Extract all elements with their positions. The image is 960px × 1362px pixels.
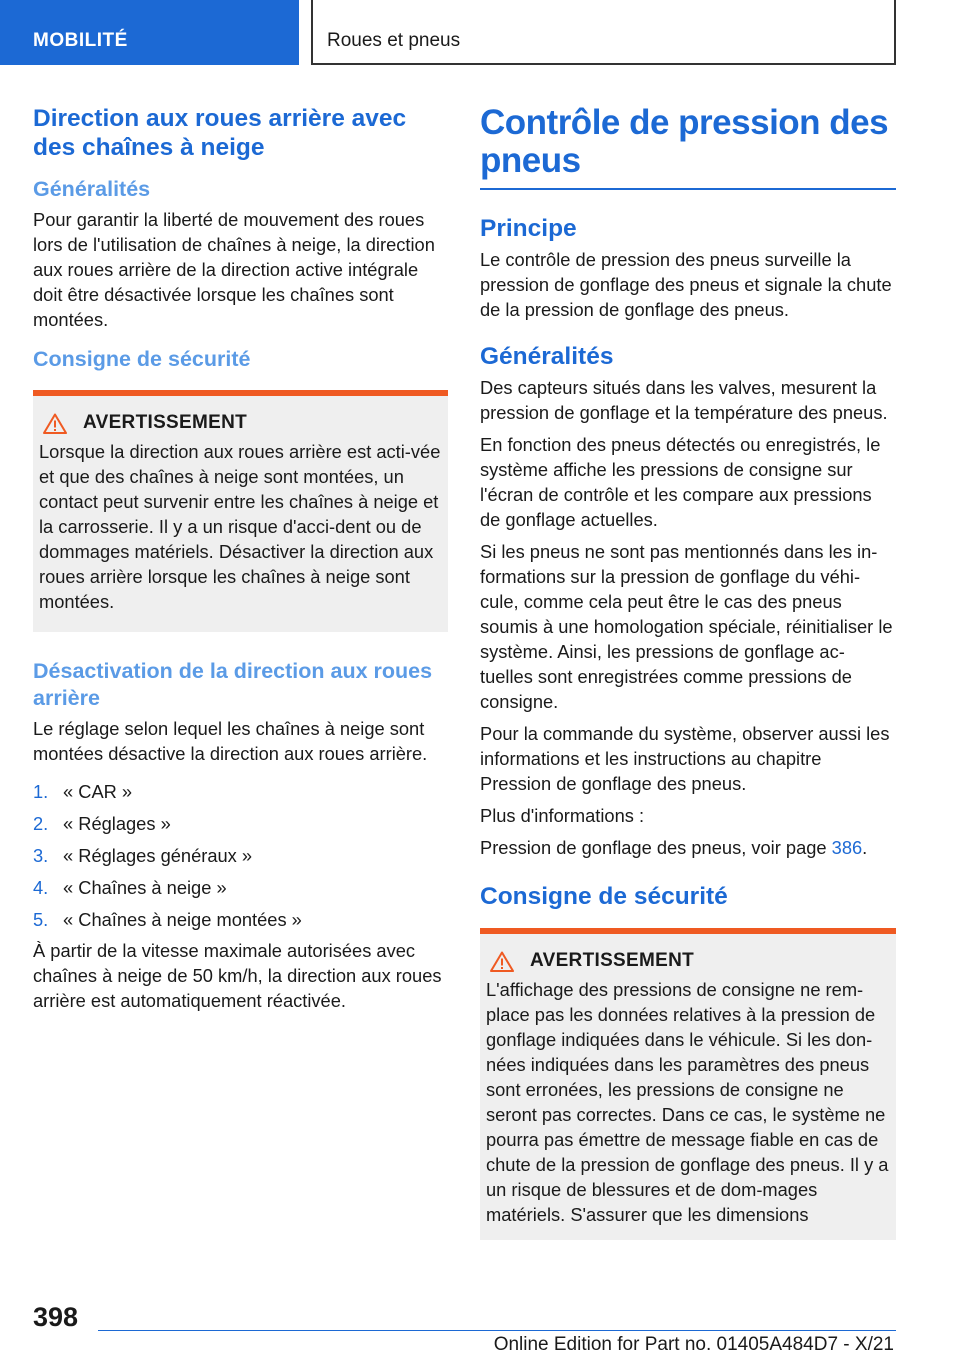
general-heading: Généralités xyxy=(480,343,614,370)
header-section-tab xyxy=(0,0,299,65)
list-item xyxy=(33,776,448,808)
list-item xyxy=(33,872,448,904)
warning-box xyxy=(480,928,896,1240)
step-number: 4. xyxy=(33,877,49,898)
tpms-title: Contrôle de pression des pneus xyxy=(480,103,889,180)
warning-triangle-icon xyxy=(43,413,67,434)
step-number: 1. xyxy=(33,781,49,802)
warning-triangle-icon xyxy=(490,951,514,972)
step-label: « Chaînes à neige » xyxy=(63,877,227,898)
step-label: « CAR » xyxy=(63,781,133,802)
reference-text: Pression de gonflage des pneus, voir page xyxy=(480,837,832,858)
step-number: 3. xyxy=(33,845,49,866)
page-link[interactable]: 386 xyxy=(831,837,863,858)
general-paragraph-4: Pour la commande du système, observer aussi les informations et les instructions au chapitre Pression de gonflage des pneus. xyxy=(480,723,890,794)
edition-note: Online Edition for Part no. 01405A484D7 - X/21 xyxy=(493,1334,894,1355)
safety-heading: Consigne de sécurité xyxy=(480,883,728,910)
warning-header xyxy=(486,950,890,972)
general-heading: Généralités xyxy=(33,177,151,201)
step-label: « Réglages » xyxy=(63,813,171,834)
warning-text: L'affichage des pressions de consigne ne rem-place pas les données relatives à la pression de gonflage indiquées dans le véhicule. Si les don-nées indiquées dans les paramètres des pneus sont erronées, les pressions de consigne ne seront pas correctes. Dans ce cas, le système ne pourra pas émettre de message fiable en cas de chute de la pression de gonflage des pneus. Il y a un risque de blessures et de dom-mages matériels. S'assurer que les dimensions xyxy=(486,979,889,1225)
reference-end: . xyxy=(862,837,868,858)
step-number: 2. xyxy=(33,813,49,834)
header-chapter-box xyxy=(311,0,896,65)
warning-label: AVERTISSEMENT xyxy=(530,950,695,971)
warning-header xyxy=(39,412,442,434)
left-column xyxy=(33,100,448,1013)
general-paragraph-1: Des capteurs situés dans les valves, mesurent la pression de gonflage et la température des pneus. xyxy=(480,377,888,423)
warning-text: Lorsque la direction aux roues arrière est acti-vée et que des chaînes à neige sont montées, un contact peut survenir entre les chaînes à neige et la carrosserie. Il y a un risque d'acci-dent ou de dommages matériels. Désactiver la direction aux roues arrière lorsque les chaînes à neige sont montées. xyxy=(39,441,441,612)
steps-list xyxy=(33,776,448,936)
more-info-label: Plus d'informations : xyxy=(480,805,645,826)
deactivation-heading: Désactivation de la direction aux roues arrière xyxy=(33,659,433,710)
warning-label: AVERTISSEMENT xyxy=(83,412,248,433)
footer-divider xyxy=(98,1330,896,1331)
header-chapter-label: Roues et pneus xyxy=(327,30,461,51)
title-divider xyxy=(480,188,896,190)
list-item xyxy=(33,840,448,872)
header-section-label: MOBILITÉ xyxy=(33,30,128,51)
list-item xyxy=(33,808,448,840)
step-number: 5. xyxy=(33,909,49,930)
principle-heading: Principe xyxy=(480,215,577,242)
step-label: « Réglages généraux » xyxy=(63,845,253,866)
list-item xyxy=(33,904,448,936)
general-text: Pour garantir la liberté de mouvement des roues lors de l'utilisation de chaînes à neige, la direction aux roues arrière de la direction active intégrale doit être désactivée lorsque les chaînes sont montées. xyxy=(33,209,435,330)
general-paragraph-2: En fonction des pneus détectés ou enregistrés, le système affiche les pressions de consigne sur l'écran de contrôle et les compare aux pressions de gonflage actuelles. xyxy=(480,434,881,530)
right-column xyxy=(480,100,896,1240)
reactivation-text: À partir de la vitesse maximale autorisées avec chaînes à neige de 50 km/h, la direction aux roues arrière est automatiquement réactivée. xyxy=(33,940,442,1011)
principle-text: Le contrôle de pression des pneus surveille la pression de gonflage des pneus et signale la chute de la pression de gonflage des pneus. xyxy=(480,249,892,320)
rear-steering-title: Direction aux roues arrière avec des chaînes à neige xyxy=(33,105,407,161)
general-paragraph-3: Si les pneus ne sont pas mentionnés dans les in-formations sur la pression de gonflage du véhi-cule, comme cela peut être le cas des pneus soumis à une homologation spéciale, réinitialiser le système. Ainsi, les pressions de gonflage ac-tuelles sont enregistrées comme pressions de consigne. xyxy=(480,541,893,712)
page-number: 398 xyxy=(33,1302,79,1332)
deactivation-text: Le réglage selon lequel les chaînes à neige sont montées désactive la direction aux roues arrière. xyxy=(33,718,428,764)
page-reference xyxy=(480,835,896,860)
warning-box xyxy=(33,390,448,632)
safety-heading: Consigne de sécurité xyxy=(33,347,251,371)
step-label: « Chaînes à neige montées » xyxy=(63,909,302,930)
